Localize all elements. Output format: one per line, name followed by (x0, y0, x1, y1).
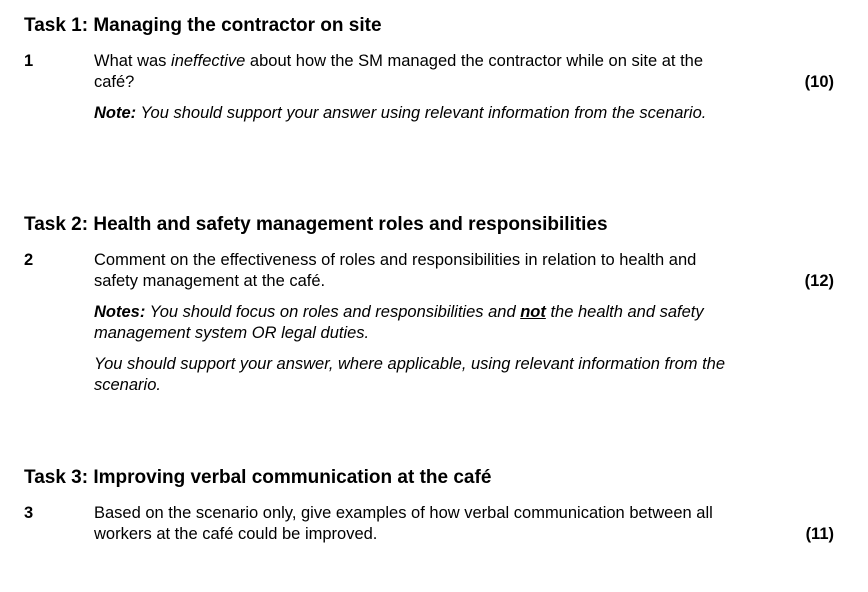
question-2-body (94, 250, 744, 396)
question-1-body (94, 51, 744, 124)
question-1 (24, 51, 844, 124)
question-1-text (94, 51, 744, 93)
question-1-text-after: about how the SM managed the contractor while on site at the café? (94, 52, 704, 91)
question-2 (24, 250, 844, 396)
task-1-section (24, 15, 844, 124)
question-1-note-label: Note: (94, 104, 137, 122)
question-1-note (94, 103, 744, 124)
task-3-heading: Task 3: Improving verbal communication at the café (24, 467, 492, 488)
question-2-note (94, 302, 744, 344)
question-1-marks: (10) (804, 73, 834, 91)
task-3-section (24, 467, 844, 545)
question-2-note-2: You should support your answer, where applicable, using relevant information from the scenario. (94, 355, 726, 394)
question-1-number: 1 (24, 52, 34, 70)
question-3 (24, 503, 844, 545)
question-3-body (94, 503, 744, 545)
question-3-number: 3 (24, 504, 34, 522)
question-2-text: Comment on the effectiveness of roles and responsibilities in relation to health and safety management at the café. (94, 251, 697, 290)
task-2-heading: Task 2: Health and safety management roles and responsibilities (24, 214, 608, 235)
question-1-emphasis: ineffective (171, 52, 246, 70)
question-3-marks: (11) (805, 525, 834, 543)
task-2-section (24, 214, 844, 396)
task-1-heading: Task 1: Managing the contractor on site (24, 15, 382, 36)
question-1-text-before: What was (94, 52, 172, 70)
question-2-note-text-2: the health and safety management system OR legal duties. (94, 303, 704, 342)
question-3-text: Based on the scenario only, give examples of how verbal communication between all workers at the café could be improved. (94, 504, 713, 543)
question-2-note-label: Notes: (94, 303, 146, 321)
question-2-note-not: not (520, 303, 546, 321)
question-2-note-text-1: You should focus on roles and responsibilities and (145, 303, 521, 321)
question-2-marks: (12) (804, 272, 834, 290)
question-2-number: 2 (24, 251, 34, 269)
question-1-note-text: You should support your answer using relevant information from the scenario. (136, 104, 707, 122)
